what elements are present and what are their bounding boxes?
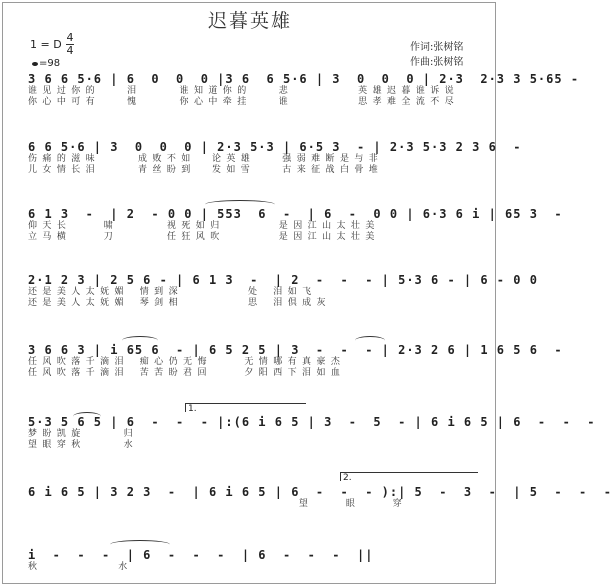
second-ending-bracket: [340, 472, 478, 481]
quarter-note-icon: [32, 62, 38, 66]
lyric-line-2: 还 是 美 人 太 妩 媚 琴 剑 相 思 泪 倶 成 灰: [28, 298, 326, 308]
page-title: 迟暮英雄: [207, 10, 292, 32]
score-line-8: [28, 548, 478, 573]
score-line-4: [28, 273, 538, 309]
lyric-line-1: 梦 盼 凯 旋 归: [28, 429, 133, 439]
slur-mark: [205, 200, 275, 209]
notes-line: 6 1 3 - | 2 - 0 0 | 553 6 - | 6 - 0 0 | 6·3 6 i | 65 3 -: [28, 207, 563, 221]
notes-line: 3 6 6 5·6 | 6 0 0 0 |3 6 6 5·6 | 3 0 0 0 | 2·3 2·3 3 5·65 -: [28, 72, 580, 86]
lyric-line-1: 秋 水: [28, 562, 128, 572]
notes-line: i - - - | 6 - - - | 6 - - - ||: [28, 548, 374, 562]
lyric-line-2: 立 马 横 刀 任 狂 风 吹 是 因 江 山 太 壮 美: [28, 232, 375, 242]
time-signature: [66, 32, 74, 57]
composer: 作曲:张树铭: [410, 57, 464, 68]
tempo-value: =98: [39, 58, 61, 69]
time-unit: 4: [66, 44, 74, 57]
notes-line: 6 i 6 5 | 3 2 3 - | 6 i 6 5 | 6 - - - ):| 5 - 3 - | 5 - - -: [28, 485, 612, 499]
slur-mark: [355, 336, 385, 345]
slur-mark: [122, 336, 158, 345]
score-line-7: [28, 485, 612, 510]
lyric-line-1: 还 是 美 人 太 妩 媚 情 到 深 处 泪 如 飞: [28, 287, 312, 297]
second-ending-label: 2.: [343, 473, 352, 483]
key-signature: [30, 31, 74, 57]
score-line-5: [28, 343, 563, 379]
lyric-line-2: 你 心 中 可 有 愧 你 心 中 牵 挂 谁 思 孝 难 全 流 不 尽: [28, 97, 454, 107]
lyric-line-1: 谁 见 过 你 的 泪 谁 知 道 你 的 悲 英 雄 迟 暮 谁 诉 说: [28, 86, 454, 96]
first-ending-bracket: [185, 403, 306, 412]
notes-line: 3 6 6 3 | i 65 6 - | 6 5 2 5 | 3 - - - | 2·3 2 6 | 1 6 5 6 -: [28, 343, 563, 357]
time-beats: 4: [66, 31, 74, 44]
lyric-line-1: 望 眼 穿: [28, 499, 402, 509]
lyric-line-2: 儿 女 情 长 泪 青 丝 盼 到 发 如 雪 古 来 征 战 白 骨 堆: [28, 165, 378, 175]
lyricist: 作词:张树铭: [410, 42, 464, 53]
notes-line: 5·3 5 6 5 | 6 - - - |:(6 i 6 5 | 3 - 5 - | 6 i 6 5 | 6 - - -: [28, 415, 596, 429]
score-line-1: [28, 72, 580, 108]
score-line-3: [28, 207, 563, 243]
score-line-2: [28, 140, 522, 176]
lyric-line-2: 任 风 吹 落 千 滴 泪 苦 苦 盼 君 回 夕 阳 西 下 泪 如 血: [28, 368, 340, 378]
lyric-line-1: 仰 天 长 啸 视 死 如 归 是 因 江 山 太 壮 美: [28, 221, 375, 231]
first-ending-label: 1.: [188, 404, 197, 414]
tempo-marking: [32, 58, 60, 69]
lyric-line-2: 望 眼 穿 秋 水: [28, 440, 133, 450]
slur-mark: [73, 412, 101, 421]
notes-line: 2·1 2 3 | 2 5 6 - | 6 1 3 - | 2 - - - | 5·3 6 - | 6 - 0 0: [28, 273, 538, 287]
credits: [410, 40, 463, 70]
notes-line: 6 6 5·6 | 3 0 0 0 | 2·3 5·3 | 6·5 3 - | 2·3 5·3 2 3 6 -: [28, 140, 522, 154]
lyric-line-1: 伤 痛 的 滋 味 成 败 不 如 论 英 雄 强 弱 难 断 是 与 非: [28, 154, 378, 164]
key-label: 1 = D: [30, 38, 62, 51]
lyric-line-1: 任 风 吹 落 千 滴 泪 痴 心 仍 无 悔 无 情 哪 有 真 豪 杰: [28, 357, 340, 367]
